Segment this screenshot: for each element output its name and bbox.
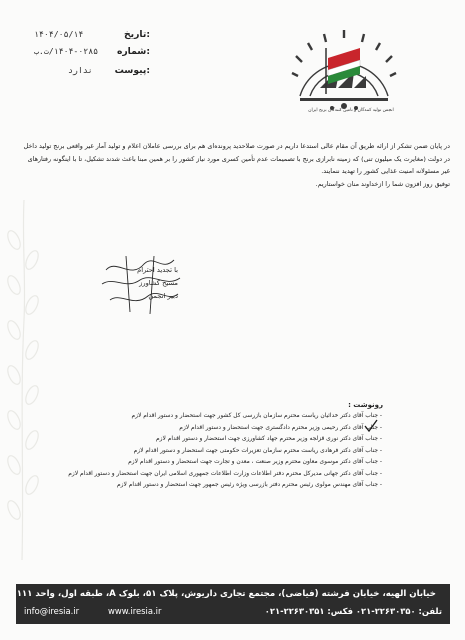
logo-caption: انجمن تولید کنندگان و تامین کنندگان برنج ایران [308, 108, 394, 113]
attachment-row [22, 66, 202, 80]
footer-website[interactable]: www.iresia.ir [108, 606, 162, 616]
copy-recipient: - جناب آقای مهندس مولوی رئیس محترم دفتر بازرسی ویژه رئیس جمهور جهت استحضار و دستور اقدام لازم [116, 482, 382, 488]
association-logo-icon [280, 18, 408, 118]
wheat-watermark-icon [0, 200, 46, 560]
footer-phone: تلفن: ۲۲۶۳۰۳۵۰-۰۲۱ فکس: ۲۲۶۳۰۳۵۱-۰۲۱ [264, 606, 442, 616]
number-row [22, 47, 202, 61]
closing-paragraph: توفیق روز افزون شما را ازخداوند منان خواستاریم. [315, 179, 450, 188]
copy-recipient: - جناب آقای دکتر نوری قزلجه وزیر محترم جهاد کشاورزی جهت استحضار و دستور اقدام لازم [155, 436, 382, 442]
copies-heading: رونوشت : [348, 401, 383, 409]
regards-line: با تجدید احترام [137, 266, 178, 274]
body-paragraph: در پایان ضمن تشکر از ارائه طریق آن مقام عالی استدعا داریم در صورت صلاحدید پرونده‌ای هم برای بررسی عاملان اعلام و تولید آمار غیر واقعی برنج تولید داخل در دولت (مغایرت یک میلیون تنی) که زمینه نابرازی برنج با تصمیمات عدم تأمین کسری مورد نیاز کشور را بر همین مبنا باعث شدند تشکیل، تا با اینگونه رفتارهای غیر مسئولانه امنیت غذایی کشور را تهدید ننمایند. [23, 142, 450, 175]
signer-name: مسیح کشاورز [139, 279, 178, 287]
footer-email[interactable]: info@iresia.ir [24, 606, 80, 616]
signature-block [96, 264, 178, 303]
attachment-value: ندارد [68, 65, 93, 75]
date-value: ۱۴۰۴/۰۵/۱۴ [34, 29, 84, 39]
footer-address: خیابان الهیه، خیابان فرشته (فیاضی)، مجتمع تجاری داریوش، پلاک ۵۱، بلوک A، طبقه اول، واحد ۱۱۱ [16, 589, 436, 599]
copy-recipient: - جناب آقای دکتر جهانی مدیرکل محترم دفتر اطلاعات وزارت اطلاعات جمهوری اسلامی ایران جهت استحضار و دستور اقدام لازم [68, 470, 382, 477]
date-row [22, 30, 202, 44]
date-label: تاریخ: [124, 29, 150, 40]
signer-title: دبیر انجمن [148, 292, 178, 300]
copies-list [22, 411, 382, 492]
copy-recipient: - جناب آقای دکتر رحیمی وزیر محترم دادگستری جهت استحضار و دستور اقدام لازم [179, 424, 382, 431]
number-value: ۱۴۰۴-۰۲۸۵/ت.ب [34, 46, 99, 56]
attachment-label: پیوست: [114, 65, 150, 76]
copy-recipient: - جناب آقای دکتر خدائیان ریاست محترم سازمان بازرسی کل کشور جهت استحضار و دستور اقدام لازم [131, 413, 382, 419]
copy-recipient: - جناب آقای دکتر موسوی معاون محترم وزیر صنعت ، معدن و تجارت جهت استحضار و دستور اقدام لازم [128, 459, 382, 465]
number-label: شماره: [116, 46, 150, 57]
footer-band [16, 584, 450, 624]
checkmark-icon [364, 419, 378, 433]
letter-body [18, 140, 450, 190]
copy-recipient: - جناب آقای دکتر فرهادی ریاست محترم سازمان تعزیرات حکومتی جهت استحضار و دستور اقدام لازم [133, 447, 382, 454]
